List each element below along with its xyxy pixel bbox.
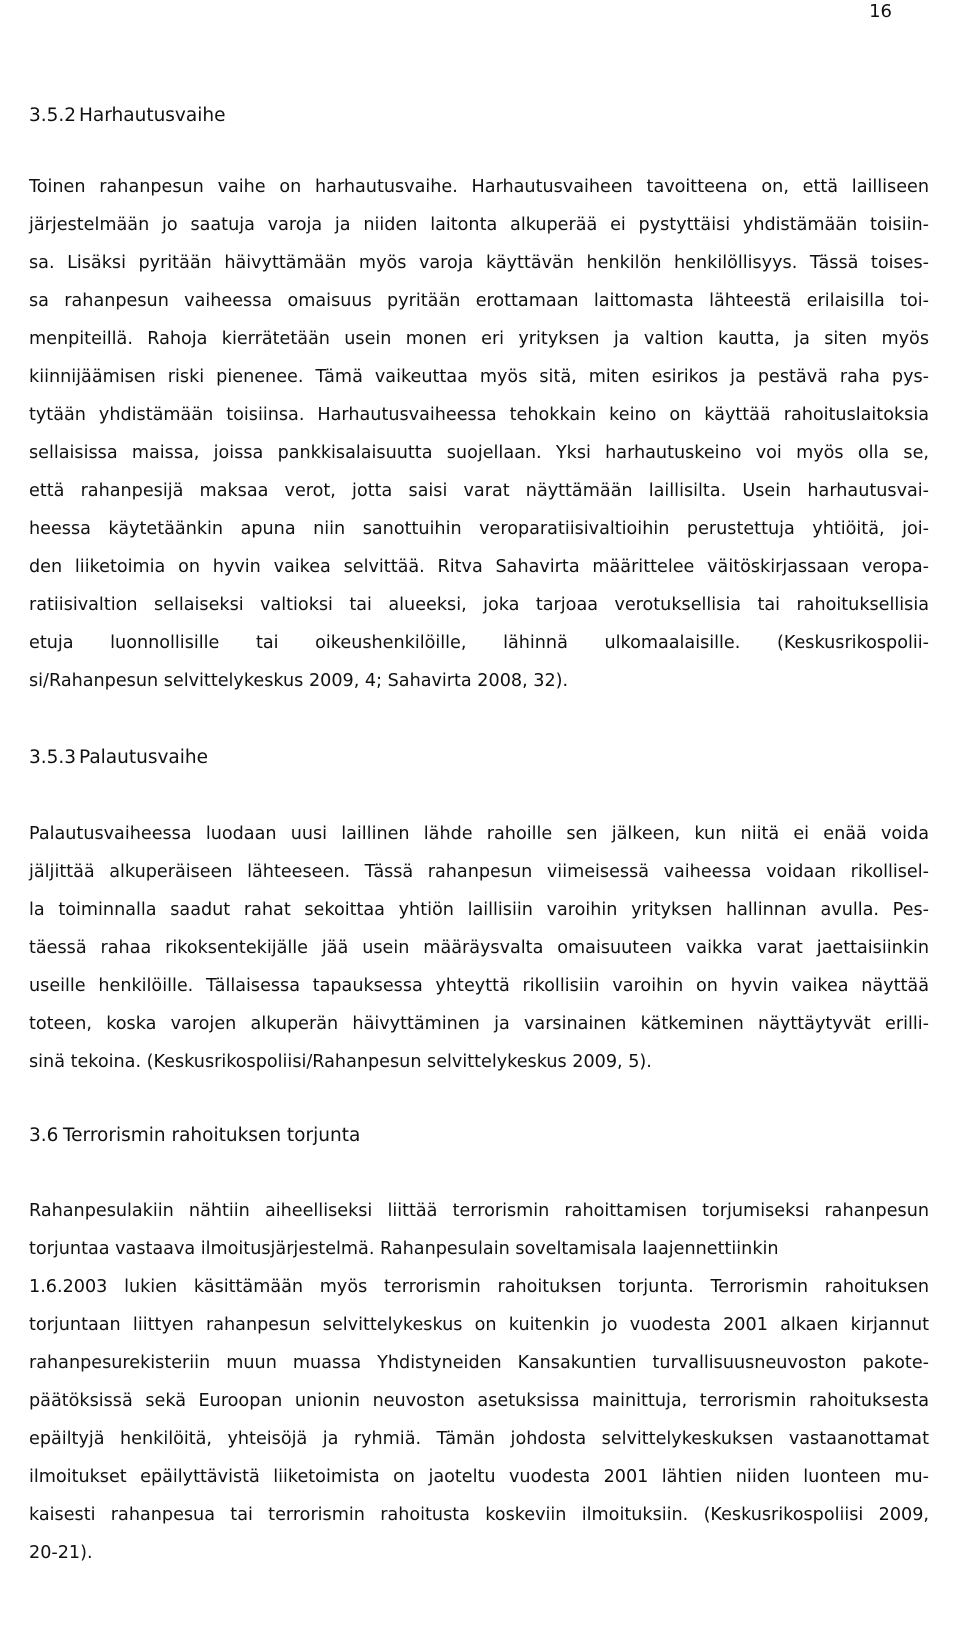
text-line: useille henkilöille. Tällaisessa tapauksessa yhteyttä rikollisiin varoihin on hyvin vaikea näyttää (29, 976, 929, 996)
section-heading-3-5-2 (29, 104, 225, 128)
text-line: kiinnijäämisen riski pienenee. Tämä vaikeuttaa myös sitä, miten esirikos ja pestävä raha pys- (29, 367, 929, 387)
text-line: 1.6.2003 lukien käsittämään myös terrorismin rahoituksen torjunta. Terrorismin rahoituksen (29, 1277, 929, 1297)
text-line: sa. Lisäksi pyritään häivyttämään myös varoja käyttävän henkilön henkilöllisyys. Tässä toises- (29, 253, 929, 273)
text-line: täessä rahaa rikoksentekijälle jää usein määräysvalta omaisuuteen vaikka varat jaettaisiinkin (29, 938, 929, 958)
text-line: etuja luonnollisille tai oikeushenkilöille, lähinnä ulkomaalaisille. (Keskusrikospolii- (29, 633, 929, 653)
text-line: rahanpesurekisteriin muun muassa Yhdistyneiden Kansakuntien turvallisuusneuvoston pakote- (29, 1353, 929, 1373)
text-line: sa rahanpesun vaiheessa omaisuus pyritään erottamaan laittomasta lähteestä erilaisilla toi- (29, 291, 929, 311)
text-line: päätöksissä sekä Euroopan unionin neuvoston asetuksissa mainittuja, terrorismin rahoituksesta (29, 1391, 929, 1411)
text-line: tytään yhdistämään toisiinsa. Harhautusvaiheessa tehokkain keino on käyttää rahoituslaitoksia (29, 405, 929, 425)
text-line: den liiketoimia on hyvin vaikea selvittää. Ritva Sahavirta määrittelee väitöskirjassaan veropa- (29, 557, 929, 577)
section-number: 3.5.2 (29, 105, 77, 126)
section-title: Palautusvaihe (79, 747, 209, 768)
text-line: ilmoitukset epäilyttävistä liiketoimista on jaoteltu vuodesta 2001 lähtien niiden luonteen mu- (29, 1467, 929, 1487)
paragraph-harhautusvaihe (29, 168, 929, 700)
paragraph-palautusvaihe (29, 815, 929, 1081)
text-line: epäiltyjä henkilöitä, yhteisöjä ja ryhmiä. Tämän johdosta selvittelykeskuksen vastaanottamat (29, 1429, 929, 1449)
text-line: jäljittää alkuperäiseen lähteeseen. Tässä rahanpesun viimeisessä vaiheessa voidaan rikollisel- (29, 862, 929, 882)
section-title: Terrorismin rahoituksen torjunta (63, 1125, 361, 1146)
text-line: si/Rahanpesun selvittelykeskus 2009, 4; Sahavirta 2008, 32). (29, 671, 569, 691)
text-line: heessa käytetäänkin apuna niin sanottuihin veroparatiisivaltioihin perustettuja yhtiöitä, joi- (29, 519, 929, 539)
text-line: kaisesti rahanpesua tai terrorismin rahoitusta koskeviin ilmoituksiin. (Keskusrikospoliisi 2009, (29, 1505, 929, 1525)
text-line: Rahanpesulakiin nähtiin aiheelliseksi liittää terrorismin rahoittamisen torjumiseksi rahanpesun (29, 1201, 929, 1221)
text-line: ratiisivaltion sellaiseksi valtioksi tai alueeksi, joka tarjoaa verotuksellisia tai rahoituksellisia (29, 595, 929, 615)
paragraph-terrorismin-rahoituksen-torjunta (29, 1192, 929, 1572)
text-line: sinä tekoina. (Keskusrikospoliisi/Rahanpesun selvittelykeskus 2009, 5). (29, 1052, 652, 1072)
text-line: että rahanpesijä maksaa verot, jotta saisi varat näyttämään laillisilta. Usein harhautusvai- (29, 481, 929, 501)
page-number: 16 (869, 1, 892, 22)
section-heading-3-6 (29, 1124, 360, 1148)
text-line: torjuntaa vastaava ilmoitusjärjestelmä. Rahanpesulain soveltamisala laajennettiinkin (29, 1239, 779, 1259)
text-line: sellaisissa maissa, joissa pankkisalaisuutta suojellaan. Yksi harhautuskeino voi myös olla se, (29, 443, 929, 463)
section-number: 3.5.3 (29, 747, 77, 768)
section-heading-3-5-3 (29, 746, 208, 770)
text-line: menpiteillä. Rahoja kierrätetään usein monen eri yrityksen ja valtion kautta, ja siten myös (29, 329, 929, 349)
text-line: järjestelmään jo saatuja varoja ja niiden laitonta alkuperää ei pystyttäisi yhdistämään toisiin- (29, 215, 929, 235)
text-line: Palautusvaiheessa luodaan uusi laillinen lähde rahoille sen jälkeen, kun niitä ei enää voida (29, 824, 929, 844)
text-line: Toinen rahanpesun vaihe on harhautusvaihe. Harhautusvaiheen tavoitteena on, että lailliseen (29, 177, 929, 197)
text-line: toteen, koska varojen alkuperän häivyttäminen ja varsinainen kätkeminen näyttäytyvät erilli- (29, 1014, 929, 1034)
text-line: 20-21). (29, 1543, 93, 1563)
section-title: Harhautusvaihe (79, 105, 226, 126)
text-line: la toiminnalla saadut rahat sekoittaa yhtiön laillisiin varoihin yrityksen hallinnan avulla. Pes- (29, 900, 929, 920)
text-line: torjuntaan liittyen rahanpesun selvittelykeskus on kuitenkin jo vuodesta 2001 alkaen kirjannut (29, 1315, 929, 1335)
section-number: 3.6 (29, 1125, 59, 1146)
